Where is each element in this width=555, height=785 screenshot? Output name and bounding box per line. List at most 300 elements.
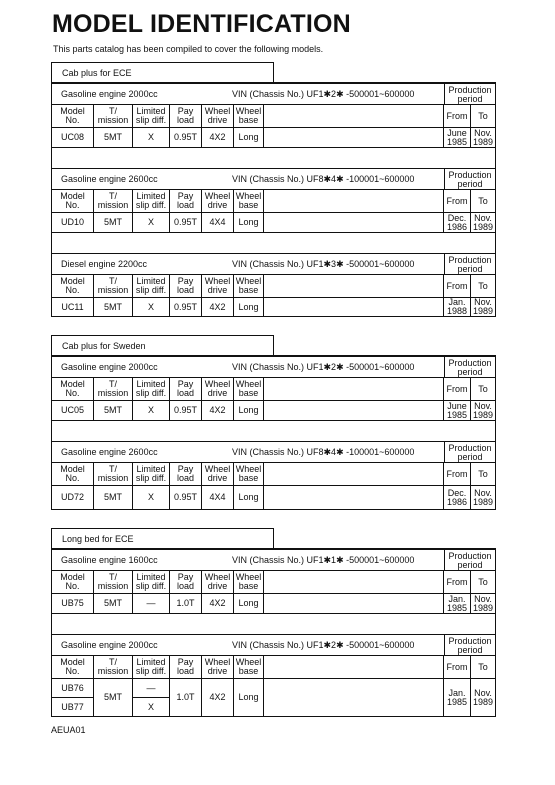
period-label: period bbox=[457, 452, 483, 462]
cell-value: UB77 bbox=[61, 701, 84, 712]
cell-model bbox=[52, 679, 94, 716]
col-header-text: mission bbox=[97, 285, 129, 295]
col-header-text: Model bbox=[60, 572, 85, 582]
cell-value: UD72 bbox=[60, 492, 84, 502]
date-month: Dec. bbox=[447, 487, 467, 498]
cell-value: X bbox=[147, 217, 154, 227]
col-header-text: T/ bbox=[109, 106, 117, 116]
cell-payload bbox=[170, 128, 202, 147]
section-cab-plus-sweden bbox=[51, 335, 496, 510]
engine-name: Gasoline engine 2600cc bbox=[61, 447, 158, 457]
col-header-to bbox=[471, 378, 495, 400]
col-header-text: Limited bbox=[136, 106, 166, 116]
col-header-text: drive bbox=[207, 115, 228, 125]
col-header-text: Wheel bbox=[204, 572, 231, 582]
cell-base bbox=[234, 298, 264, 316]
cell-mission bbox=[94, 298, 133, 316]
col-header-text: base bbox=[238, 388, 259, 398]
section-title: Cab plus for Sweden bbox=[51, 335, 274, 355]
cell-payload bbox=[170, 486, 202, 509]
col-header-text: base bbox=[238, 115, 259, 125]
col-header-drive bbox=[202, 656, 234, 678]
cell-value: 4X2 bbox=[209, 132, 226, 142]
col-header-drive bbox=[202, 105, 234, 127]
vin-range: VIN (Chassis No.) UF1✱2✱ -500001~600000 bbox=[232, 362, 415, 372]
cell-mission bbox=[94, 401, 133, 420]
col-header-text: mission bbox=[97, 473, 129, 483]
col-header-text: Model bbox=[60, 657, 85, 667]
cell-payload bbox=[170, 401, 202, 420]
date-year: 1985 bbox=[446, 602, 468, 613]
engine-name: Gasoline engine 2000cc bbox=[61, 640, 158, 650]
cell-from bbox=[444, 594, 471, 613]
date-year: 1986 bbox=[446, 221, 468, 232]
date-year: 1989 bbox=[472, 221, 494, 232]
footer-code: AEUA01 bbox=[51, 725, 86, 735]
engine-group bbox=[52, 83, 495, 148]
cell-from bbox=[444, 679, 471, 716]
date-year: 1986 bbox=[446, 496, 468, 507]
col-header-payload bbox=[170, 656, 202, 678]
col-header-drive bbox=[202, 378, 234, 400]
col-header-base bbox=[234, 463, 264, 485]
vin-range: VIN (Chassis No.) UF1✱1✱ -500001~600000 bbox=[232, 555, 415, 565]
col-header-text: Model bbox=[60, 191, 85, 201]
cell-value: 1.0T bbox=[176, 598, 195, 608]
col-header-base bbox=[234, 190, 264, 212]
cell-value: X bbox=[147, 701, 154, 712]
table-row bbox=[52, 594, 495, 614]
cell-value: X bbox=[147, 132, 154, 142]
sub-cell bbox=[133, 698, 169, 716]
column-header-row bbox=[52, 571, 495, 594]
production-period-header bbox=[444, 441, 495, 463]
col-header-slip bbox=[133, 571, 170, 593]
col-header-model bbox=[52, 105, 94, 127]
cell-base bbox=[234, 213, 264, 232]
col-header-text: mission bbox=[97, 581, 129, 591]
col-header-text: mission bbox=[97, 388, 129, 398]
production-label: Production bbox=[448, 170, 492, 180]
date-month: Jan. bbox=[448, 297, 466, 307]
cell-value: 5MT bbox=[104, 598, 122, 608]
col-header-mission bbox=[94, 378, 133, 400]
cell-value: 4X2 bbox=[209, 301, 226, 312]
col-header-text: Wheel bbox=[204, 191, 231, 201]
col-header-text: From bbox=[446, 383, 468, 394]
engine-group bbox=[52, 549, 495, 614]
col-header-text: slip diff. bbox=[135, 388, 167, 398]
cell-payload bbox=[170, 594, 202, 613]
col-header-spacer bbox=[264, 190, 444, 212]
date-month: Nov. bbox=[474, 212, 492, 223]
col-header-text: Limited bbox=[136, 276, 166, 286]
col-header-payload bbox=[170, 275, 202, 297]
vin-range: VIN (Chassis No.) UF8✱4✱ -100001~600000 bbox=[232, 174, 415, 184]
cell-slip bbox=[133, 401, 170, 420]
cell-spacer bbox=[264, 486, 444, 509]
table-row bbox=[52, 401, 495, 421]
column-header-row bbox=[52, 275, 495, 298]
cell-to bbox=[471, 486, 495, 509]
table-row bbox=[52, 679, 495, 717]
cell-value: 5MT bbox=[104, 301, 122, 312]
col-header-spacer bbox=[264, 105, 444, 127]
col-header-spacer bbox=[264, 378, 444, 400]
col-header-text: Model bbox=[60, 106, 85, 116]
date-month: Nov. bbox=[474, 400, 492, 411]
date-year: 1985 bbox=[446, 409, 468, 420]
col-header-text: To bbox=[478, 468, 488, 479]
col-header-text: slip diff. bbox=[135, 473, 167, 483]
engine-group bbox=[52, 168, 495, 233]
table-row bbox=[52, 128, 495, 148]
col-header-text: To bbox=[478, 661, 488, 672]
vin-range: VIN (Chassis No.) UF1✱2✱ -500001~600000 bbox=[232, 640, 415, 650]
production-period-header bbox=[444, 83, 495, 105]
col-header-text: load bbox=[176, 200, 194, 210]
cell-value: Long bbox=[238, 492, 259, 502]
col-header-from bbox=[444, 190, 471, 212]
cell-value: — bbox=[146, 598, 156, 608]
date-month: Nov. bbox=[474, 687, 492, 698]
cell-value: Long bbox=[238, 132, 259, 142]
col-header-slip bbox=[133, 378, 170, 400]
col-header-text: T/ bbox=[109, 572, 117, 582]
col-header-text: drive bbox=[207, 285, 228, 295]
production-period-header bbox=[444, 356, 495, 378]
date-year: 1989 bbox=[472, 409, 494, 420]
col-header-text: Wheel bbox=[235, 657, 262, 667]
engine-header bbox=[52, 168, 444, 190]
col-header-text: Pay bbox=[177, 191, 194, 201]
col-header-text: load bbox=[176, 115, 194, 125]
col-header-model bbox=[52, 378, 94, 400]
col-header-text: T/ bbox=[109, 464, 117, 474]
cell-value: 5MT bbox=[104, 132, 122, 142]
col-header-spacer bbox=[264, 275, 444, 297]
col-header-text: Limited bbox=[136, 657, 166, 667]
col-header-mission bbox=[94, 190, 133, 212]
col-header-text: No. bbox=[65, 581, 80, 591]
col-header-text: load bbox=[176, 388, 194, 398]
col-header-base bbox=[234, 105, 264, 127]
col-header-text: Limited bbox=[136, 191, 166, 201]
col-header-mission bbox=[94, 571, 133, 593]
date-year: 1988 bbox=[446, 306, 468, 316]
cell-value: 4X4 bbox=[209, 492, 226, 502]
col-header-text: drive bbox=[207, 666, 228, 676]
col-header-text: base bbox=[238, 285, 259, 295]
col-header-spacer bbox=[264, 656, 444, 678]
cell-payload bbox=[170, 679, 202, 716]
cell-to bbox=[471, 298, 495, 316]
col-header-text: Pay bbox=[177, 657, 194, 667]
cell-drive bbox=[202, 486, 234, 509]
engine-header bbox=[52, 634, 444, 656]
production-period-header bbox=[444, 549, 495, 571]
date-year: 1985 bbox=[446, 696, 468, 707]
col-header-from bbox=[444, 378, 471, 400]
col-header-text: Wheel bbox=[235, 106, 262, 116]
col-header-text: base bbox=[238, 666, 259, 676]
production-period-header bbox=[444, 253, 495, 275]
col-header-from bbox=[444, 463, 471, 485]
cell-model bbox=[52, 213, 94, 232]
col-header-to bbox=[471, 656, 495, 678]
col-header-text: drive bbox=[207, 473, 228, 483]
cell-value: 4X2 bbox=[209, 598, 226, 608]
col-header-mission bbox=[94, 275, 133, 297]
cell-base bbox=[234, 128, 264, 147]
vin-range: VIN (Chassis No.) UF8✱4✱ -100001~600000 bbox=[232, 447, 415, 457]
col-header-text: drive bbox=[207, 388, 228, 398]
col-header-text: To bbox=[478, 195, 488, 206]
col-header-text: Model bbox=[60, 379, 85, 389]
cell-from bbox=[444, 298, 471, 316]
sub-cell bbox=[133, 679, 169, 698]
cell-drive bbox=[202, 594, 234, 613]
production-label: Production bbox=[448, 551, 492, 561]
col-header-from bbox=[444, 105, 471, 127]
col-header-payload bbox=[170, 190, 202, 212]
date-month: Jan. bbox=[448, 687, 466, 698]
col-header-drive bbox=[202, 190, 234, 212]
cell-value: UB76 bbox=[61, 682, 84, 693]
cell-to bbox=[471, 594, 495, 613]
cell-value: UB75 bbox=[61, 598, 84, 608]
col-header-text: mission bbox=[97, 200, 129, 210]
cell-value: 0.95T bbox=[173, 405, 197, 415]
col-header-payload bbox=[170, 378, 202, 400]
col-header-to bbox=[471, 571, 495, 593]
column-header-row bbox=[52, 656, 495, 679]
section-title: Cab plus for ECE bbox=[51, 62, 274, 82]
cell-drive bbox=[202, 213, 234, 232]
col-header-text: load bbox=[176, 666, 194, 676]
cell-value: 5MT bbox=[104, 405, 122, 415]
cell-slip bbox=[133, 486, 170, 509]
vin-range: VIN (Chassis No.) UF1✱3✱ -500001~600000 bbox=[232, 259, 415, 269]
cell-value: 4X4 bbox=[209, 217, 226, 227]
column-header-row bbox=[52, 190, 495, 213]
vin-range: VIN (Chassis No.) UF1✱2✱ -500001~600000 bbox=[232, 89, 415, 99]
cell-to bbox=[471, 401, 495, 420]
col-header-payload bbox=[170, 463, 202, 485]
col-header-text: Wheel bbox=[204, 379, 231, 389]
table-row bbox=[52, 298, 495, 317]
col-header-slip bbox=[133, 275, 170, 297]
col-header-text: T/ bbox=[109, 276, 117, 286]
intro-text: This parts catalog has been compiled to cover the following models. bbox=[53, 44, 324, 54]
sub-cell bbox=[52, 679, 93, 698]
cell-value: 0.95T bbox=[173, 132, 197, 142]
col-header-text: slip diff. bbox=[135, 581, 167, 591]
col-header-text: drive bbox=[207, 581, 228, 591]
cell-value: X bbox=[147, 301, 154, 312]
date-year: 1985 bbox=[446, 136, 468, 147]
engine-group bbox=[52, 253, 495, 317]
column-header-row bbox=[52, 463, 495, 486]
cell-value: 0.95T bbox=[173, 301, 197, 312]
cell-drive bbox=[202, 401, 234, 420]
cell-value: 5MT bbox=[104, 692, 122, 702]
production-label: Production bbox=[448, 443, 492, 453]
cell-from bbox=[444, 401, 471, 420]
cell-payload bbox=[170, 298, 202, 316]
col-header-text: Wheel bbox=[204, 106, 231, 116]
col-header-text: From bbox=[446, 468, 468, 479]
date-month: Dec. bbox=[447, 212, 467, 223]
production-label: Production bbox=[448, 255, 492, 265]
col-header-spacer bbox=[264, 463, 444, 485]
col-header-text: base bbox=[238, 581, 259, 591]
cell-mission bbox=[94, 679, 133, 716]
table-row bbox=[52, 486, 495, 510]
section-long-bed-ece bbox=[51, 528, 496, 717]
col-header-mission bbox=[94, 463, 133, 485]
cell-value: UC11 bbox=[61, 301, 84, 312]
col-header-text: From bbox=[446, 661, 468, 672]
cell-base bbox=[234, 401, 264, 420]
cell-slip bbox=[133, 298, 170, 316]
col-header-text: Wheel bbox=[204, 657, 231, 667]
cell-value: 4X2 bbox=[209, 692, 226, 702]
col-header-slip bbox=[133, 105, 170, 127]
col-header-payload bbox=[170, 571, 202, 593]
col-header-to bbox=[471, 463, 495, 485]
cell-spacer bbox=[264, 401, 444, 420]
col-header-text: slip diff. bbox=[135, 115, 167, 125]
col-header-text: base bbox=[238, 200, 259, 210]
col-header-text: From bbox=[446, 110, 468, 121]
col-header-model bbox=[52, 571, 94, 593]
cell-model bbox=[52, 298, 94, 316]
col-header-text: base bbox=[238, 473, 259, 483]
cell-drive bbox=[202, 679, 234, 716]
period-label: period bbox=[457, 560, 483, 570]
cell-value: 5MT bbox=[104, 492, 122, 502]
cell-slip bbox=[133, 128, 170, 147]
cell-model bbox=[52, 594, 94, 613]
cell-model bbox=[52, 401, 94, 420]
col-header-text: Model bbox=[60, 276, 85, 286]
cell-value: UC08 bbox=[60, 132, 84, 142]
engine-group bbox=[52, 634, 495, 717]
col-header-model bbox=[52, 463, 94, 485]
cell-mission bbox=[94, 213, 133, 232]
cell-base bbox=[234, 679, 264, 716]
cell-value: 5MT bbox=[104, 217, 122, 227]
col-header-from bbox=[444, 571, 471, 593]
production-label: Production bbox=[448, 85, 492, 95]
col-header-model bbox=[52, 656, 94, 678]
col-header-text: T/ bbox=[109, 379, 117, 389]
col-header-from bbox=[444, 275, 471, 297]
engine-header bbox=[52, 356, 444, 378]
cell-value: X bbox=[147, 492, 154, 502]
date-month: Nov. bbox=[474, 297, 492, 307]
cell-spacer bbox=[264, 679, 444, 716]
col-header-text: Pay bbox=[177, 379, 194, 389]
date-year: 1989 bbox=[472, 136, 494, 147]
cell-value: Long bbox=[238, 405, 259, 415]
production-label: Production bbox=[448, 636, 492, 646]
col-header-to bbox=[471, 275, 495, 297]
col-header-spacer bbox=[264, 571, 444, 593]
col-header-base bbox=[234, 378, 264, 400]
col-header-text: Wheel bbox=[204, 464, 231, 474]
cell-model bbox=[52, 486, 94, 509]
period-label: period bbox=[457, 94, 483, 104]
col-header-text: No. bbox=[65, 200, 80, 210]
cell-value: 0.95T bbox=[173, 217, 197, 227]
col-header-text: mission bbox=[97, 666, 129, 676]
period-label: period bbox=[457, 179, 483, 189]
col-header-to bbox=[471, 105, 495, 127]
col-header-text: Pay bbox=[177, 276, 194, 286]
cell-value: 0.95T bbox=[173, 492, 197, 502]
col-header-text: load bbox=[176, 285, 194, 295]
cell-slip bbox=[133, 679, 170, 716]
col-header-text: To bbox=[478, 383, 488, 394]
section-cab-plus-ece bbox=[51, 62, 496, 317]
col-header-base bbox=[234, 571, 264, 593]
col-header-text: No. bbox=[65, 666, 80, 676]
sub-cell bbox=[52, 698, 93, 716]
col-header-text: Pay bbox=[177, 106, 194, 116]
engine-header bbox=[52, 83, 444, 105]
col-header-text: From bbox=[446, 576, 468, 587]
cell-value: UC05 bbox=[60, 405, 84, 415]
col-header-text: Wheel bbox=[235, 572, 262, 582]
date-month: June bbox=[447, 400, 467, 411]
cell-to bbox=[471, 213, 495, 232]
col-header-text: drive bbox=[207, 200, 228, 210]
date-month: Jan. bbox=[448, 593, 466, 604]
col-header-text: Pay bbox=[177, 572, 194, 582]
col-header-text: slip diff. bbox=[135, 200, 167, 210]
cell-drive bbox=[202, 128, 234, 147]
col-header-text: Wheel bbox=[235, 276, 262, 286]
column-header-row bbox=[52, 105, 495, 128]
column-header-row bbox=[52, 378, 495, 401]
production-period-header bbox=[444, 168, 495, 190]
cell-spacer bbox=[264, 298, 444, 316]
cell-mission bbox=[94, 594, 133, 613]
cell-base bbox=[234, 486, 264, 509]
date-month: June bbox=[447, 127, 467, 138]
cell-value: Long bbox=[238, 692, 259, 702]
col-header-drive bbox=[202, 571, 234, 593]
cell-to bbox=[471, 679, 495, 716]
col-header-text: T/ bbox=[109, 657, 117, 667]
col-header-text: slip diff. bbox=[135, 666, 167, 676]
col-header-base bbox=[234, 656, 264, 678]
cell-from bbox=[444, 128, 471, 147]
engine-header bbox=[52, 253, 444, 275]
col-header-model bbox=[52, 275, 94, 297]
col-header-slip bbox=[133, 656, 170, 678]
cell-value: Long bbox=[238, 217, 259, 227]
engine-name: Gasoline engine 2000cc bbox=[61, 89, 158, 99]
col-header-drive bbox=[202, 275, 234, 297]
engine-header bbox=[52, 441, 444, 463]
table-row bbox=[52, 213, 495, 233]
col-header-text: T/ bbox=[109, 191, 117, 201]
col-header-mission bbox=[94, 656, 133, 678]
col-header-text: Wheel bbox=[235, 464, 262, 474]
